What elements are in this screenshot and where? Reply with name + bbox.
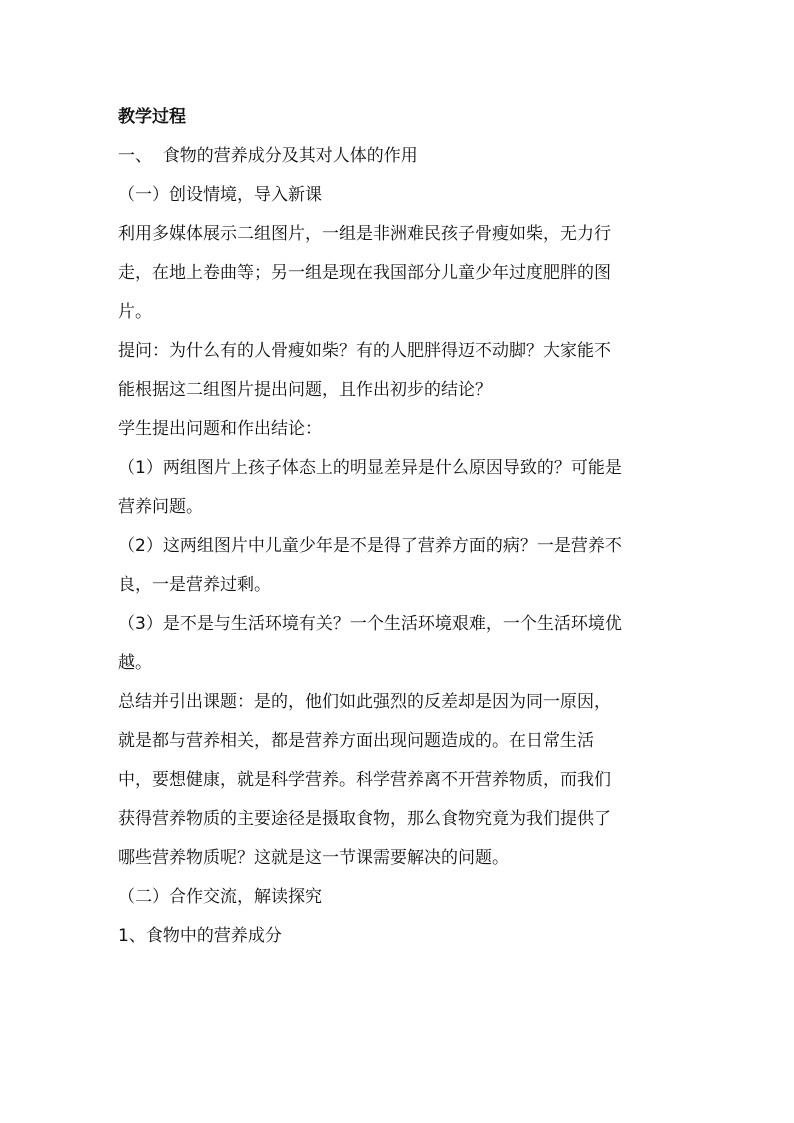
section-heading: 一、 食物的营养成分及其对人体的作用 [118,146,418,166]
question-line: 营养问题。 [118,497,203,517]
question-line: （1）两组图片上孩子体态上的明显差异是什么原因导致的？可能是 [118,458,622,478]
summary-line: 哪些营养物质呢？这就是这一节课需要解决的问题。 [118,848,509,868]
question-line: （3）是不是与生活环境有关？一个生活环境艰难，一个生活环境优 [118,614,622,634]
document-heading: 教学过程 [118,107,186,127]
subsection-heading: （一）创设情境，导入新课 [118,185,322,205]
subsection-heading: （二）合作交流，解读探究 [118,887,322,907]
paragraph-line: 利用多媒体展示二组图片，一组是非洲难民孩子骨瘦如柴，无力行 [118,224,611,244]
paragraph-line: 提问：为什么有的人骨瘦如柴？有的人肥胖得迈不动脚？大家能不 [118,341,611,361]
paragraph-line: 学生提出问题和作出结论： [118,419,322,439]
paragraph-line: 走，在地上卷曲等；另一组是现在我国部分儿童少年过度肥胖的图 [118,263,611,283]
list-item: 1、食物中的营养成分 [118,926,282,946]
summary-line: 就是都与营养相关，都是营养方面出现问题造成的。在日常生活 [118,731,594,751]
document-body [118,98,698,956]
summary-line: 总结并引出课题：是的，他们如此强烈的反差却是因为同一原因， [118,692,611,712]
question-line: 良，一是营养过剩。 [118,575,271,595]
paragraph-line: 片。 [118,302,152,322]
question-line: 越。 [118,653,152,673]
summary-line: 获得营养物质的主要途径是摄取食物，那么食物究竟为我们提供了 [118,809,611,829]
paragraph-line: 能根据这二组图片提出问题，且作出初步的结论？ [118,380,492,400]
question-line: （2）这两组图片中儿童少年是不是得了营养方面的病？一是营养不 [118,536,622,556]
summary-line: 中，要想健康，就是科学营养。科学营养离不开营养物质，而我们 [118,770,611,790]
